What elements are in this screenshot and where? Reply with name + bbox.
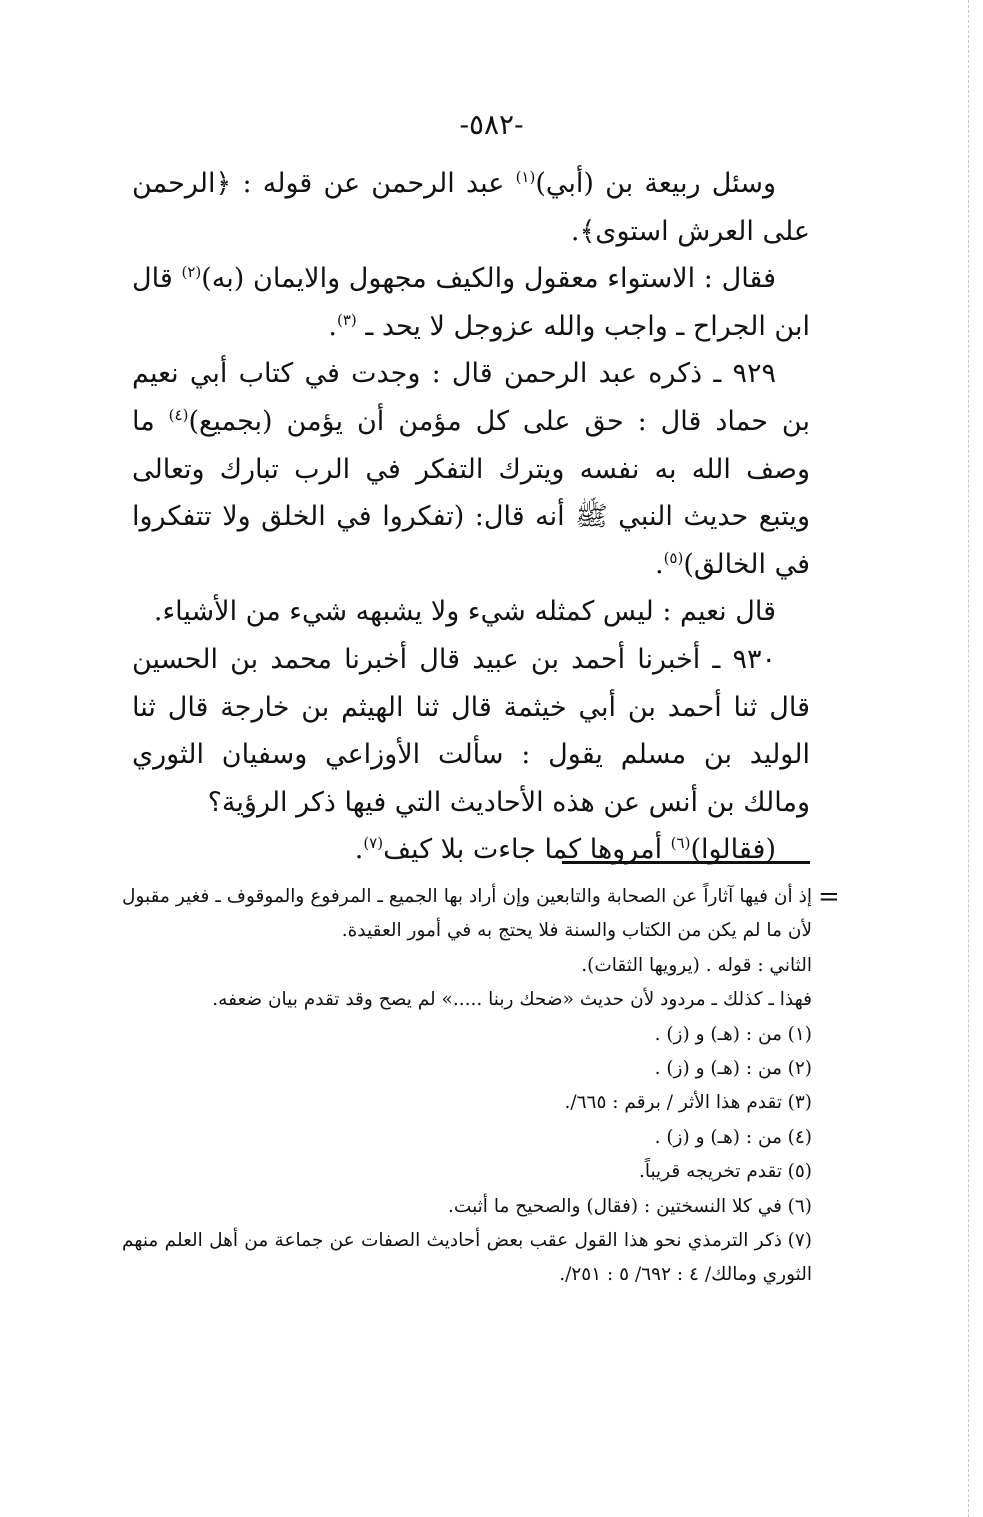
page-edge-line xyxy=(968,0,969,1517)
footnotes-section xyxy=(122,880,812,1293)
footnote-item: (٢)من : (هـ) و (ز) . xyxy=(654,1058,812,1080)
footnote-separator xyxy=(562,861,810,864)
paragraph-final: (فقالوا)$^{(٦)}$ أمروها كما جاءت بلا كيف$^{(٧)}$. xyxy=(354,834,776,866)
footnote-ref-3[interactable]: (٣) xyxy=(336,310,357,329)
footnote-continuation-1: إذ أن فيها آثاراً عن الصحابة والتابعين وإن أراد بها الجميع ـ المرفوع والموقوف ـ فغير مقبول لأن ما لم يكن من الكتاب والسنة فلا يحتج به في أمور العقيدة. xyxy=(122,886,812,942)
paragraph-naim: قال نعيم : ليس كمثله شيء ولا يشبهه شيء من الأشياء. xyxy=(153,596,776,628)
footnote-item: (٧)ذكر الترمذي نحو هذا القول عقب بعض أحاديث الصفات عن جماعة من أهل العلم منهم الثوري ومالك/ ٤ : ٦٩٢/ ٥ : ٢٥١/. xyxy=(122,1230,812,1286)
footnote-ref-1[interactable]: (١) xyxy=(515,168,536,186)
page-number: -٥٨٢- xyxy=(459,108,524,141)
footnote-ref-4[interactable]: (٤) xyxy=(168,405,189,424)
footnote-ref-6[interactable]: (٦) xyxy=(670,834,691,853)
footnote-item: (٦)في كلا النسختين : (فقال) والصحيح ما أثبت. xyxy=(448,1195,812,1217)
footnote-item: (١)من : (هـ) و (ز) . xyxy=(654,1023,812,1045)
footnote-ref-2[interactable]: (٢) xyxy=(181,263,202,282)
footnote-ref-5[interactable]: (٥) xyxy=(663,548,684,567)
footnote-item: (٤)من : (هـ) و (ز) . xyxy=(654,1126,812,1148)
footnote-continuation-mark: = xyxy=(818,882,840,912)
footnote-item: (٥)تقدم تخريجه قريباً. xyxy=(638,1161,812,1183)
paragraph-2: فقال : الاستواء معقول والكيف مجهول والايمان (به)$^{(٢)}$ قال ابن الجراح ـ واجب والله عزوجل لا يحد ـ $^{(٣)}$. xyxy=(132,263,810,342)
footnote-continuation-3: فهذا ـ كذلك ـ مردود لأن حديث «ضحك ربنا .....» لم يصح وقد تقدم بيان ضعفه. xyxy=(212,989,812,1011)
footnote-list xyxy=(122,1018,812,1293)
footnote-continuation-2: الثاني : قوله . (يرويها الثقات). xyxy=(581,954,812,976)
footnote-ref-7[interactable]: (٧) xyxy=(363,834,384,853)
paragraph-1: وسئل ربيعة بن (أبي)$^{(١)}$ عبد الرحمن عن قوله : ﴿الرحمن على العرش استوى﴾. xyxy=(132,168,810,247)
paragraph-930: ٩٣٠ ـ أخبرنا أحمد بن عبيد قال أخبرنا محمد بن الحسين قال ثنا أحمد بن أبي خيثمة قال ثنا الهيثم بن خارجة قال ثنا الوليد بن مسلم يقول : سألت الأوزاعي وسفيان الثوري ومالك بن أنس عن هذه الأحاديث التي فيها ذكر الرؤية؟ xyxy=(132,643,810,818)
footnote-item: (٣)تقدم هذا الأثر / برقم : ٦٦٥/. xyxy=(564,1092,812,1114)
main-text xyxy=(132,160,810,874)
paragraph-929: ٩٢٩ ـ ذكره عبد الرحمن قال : وجدت في كتاب أبي نعيم بن حماد قال : حق على كل مؤمن أن يؤمن (بجميع)$^{(٤)}$ ما وصف الله به نفسه ويترك التفكر في الرب تبارك وتعالى ويتبع حديث النبي ﷺ أنه قال: (تفكروا في الخلق ولا تتفكروا في الخالق)$^{(٥)}$. xyxy=(132,358,810,580)
